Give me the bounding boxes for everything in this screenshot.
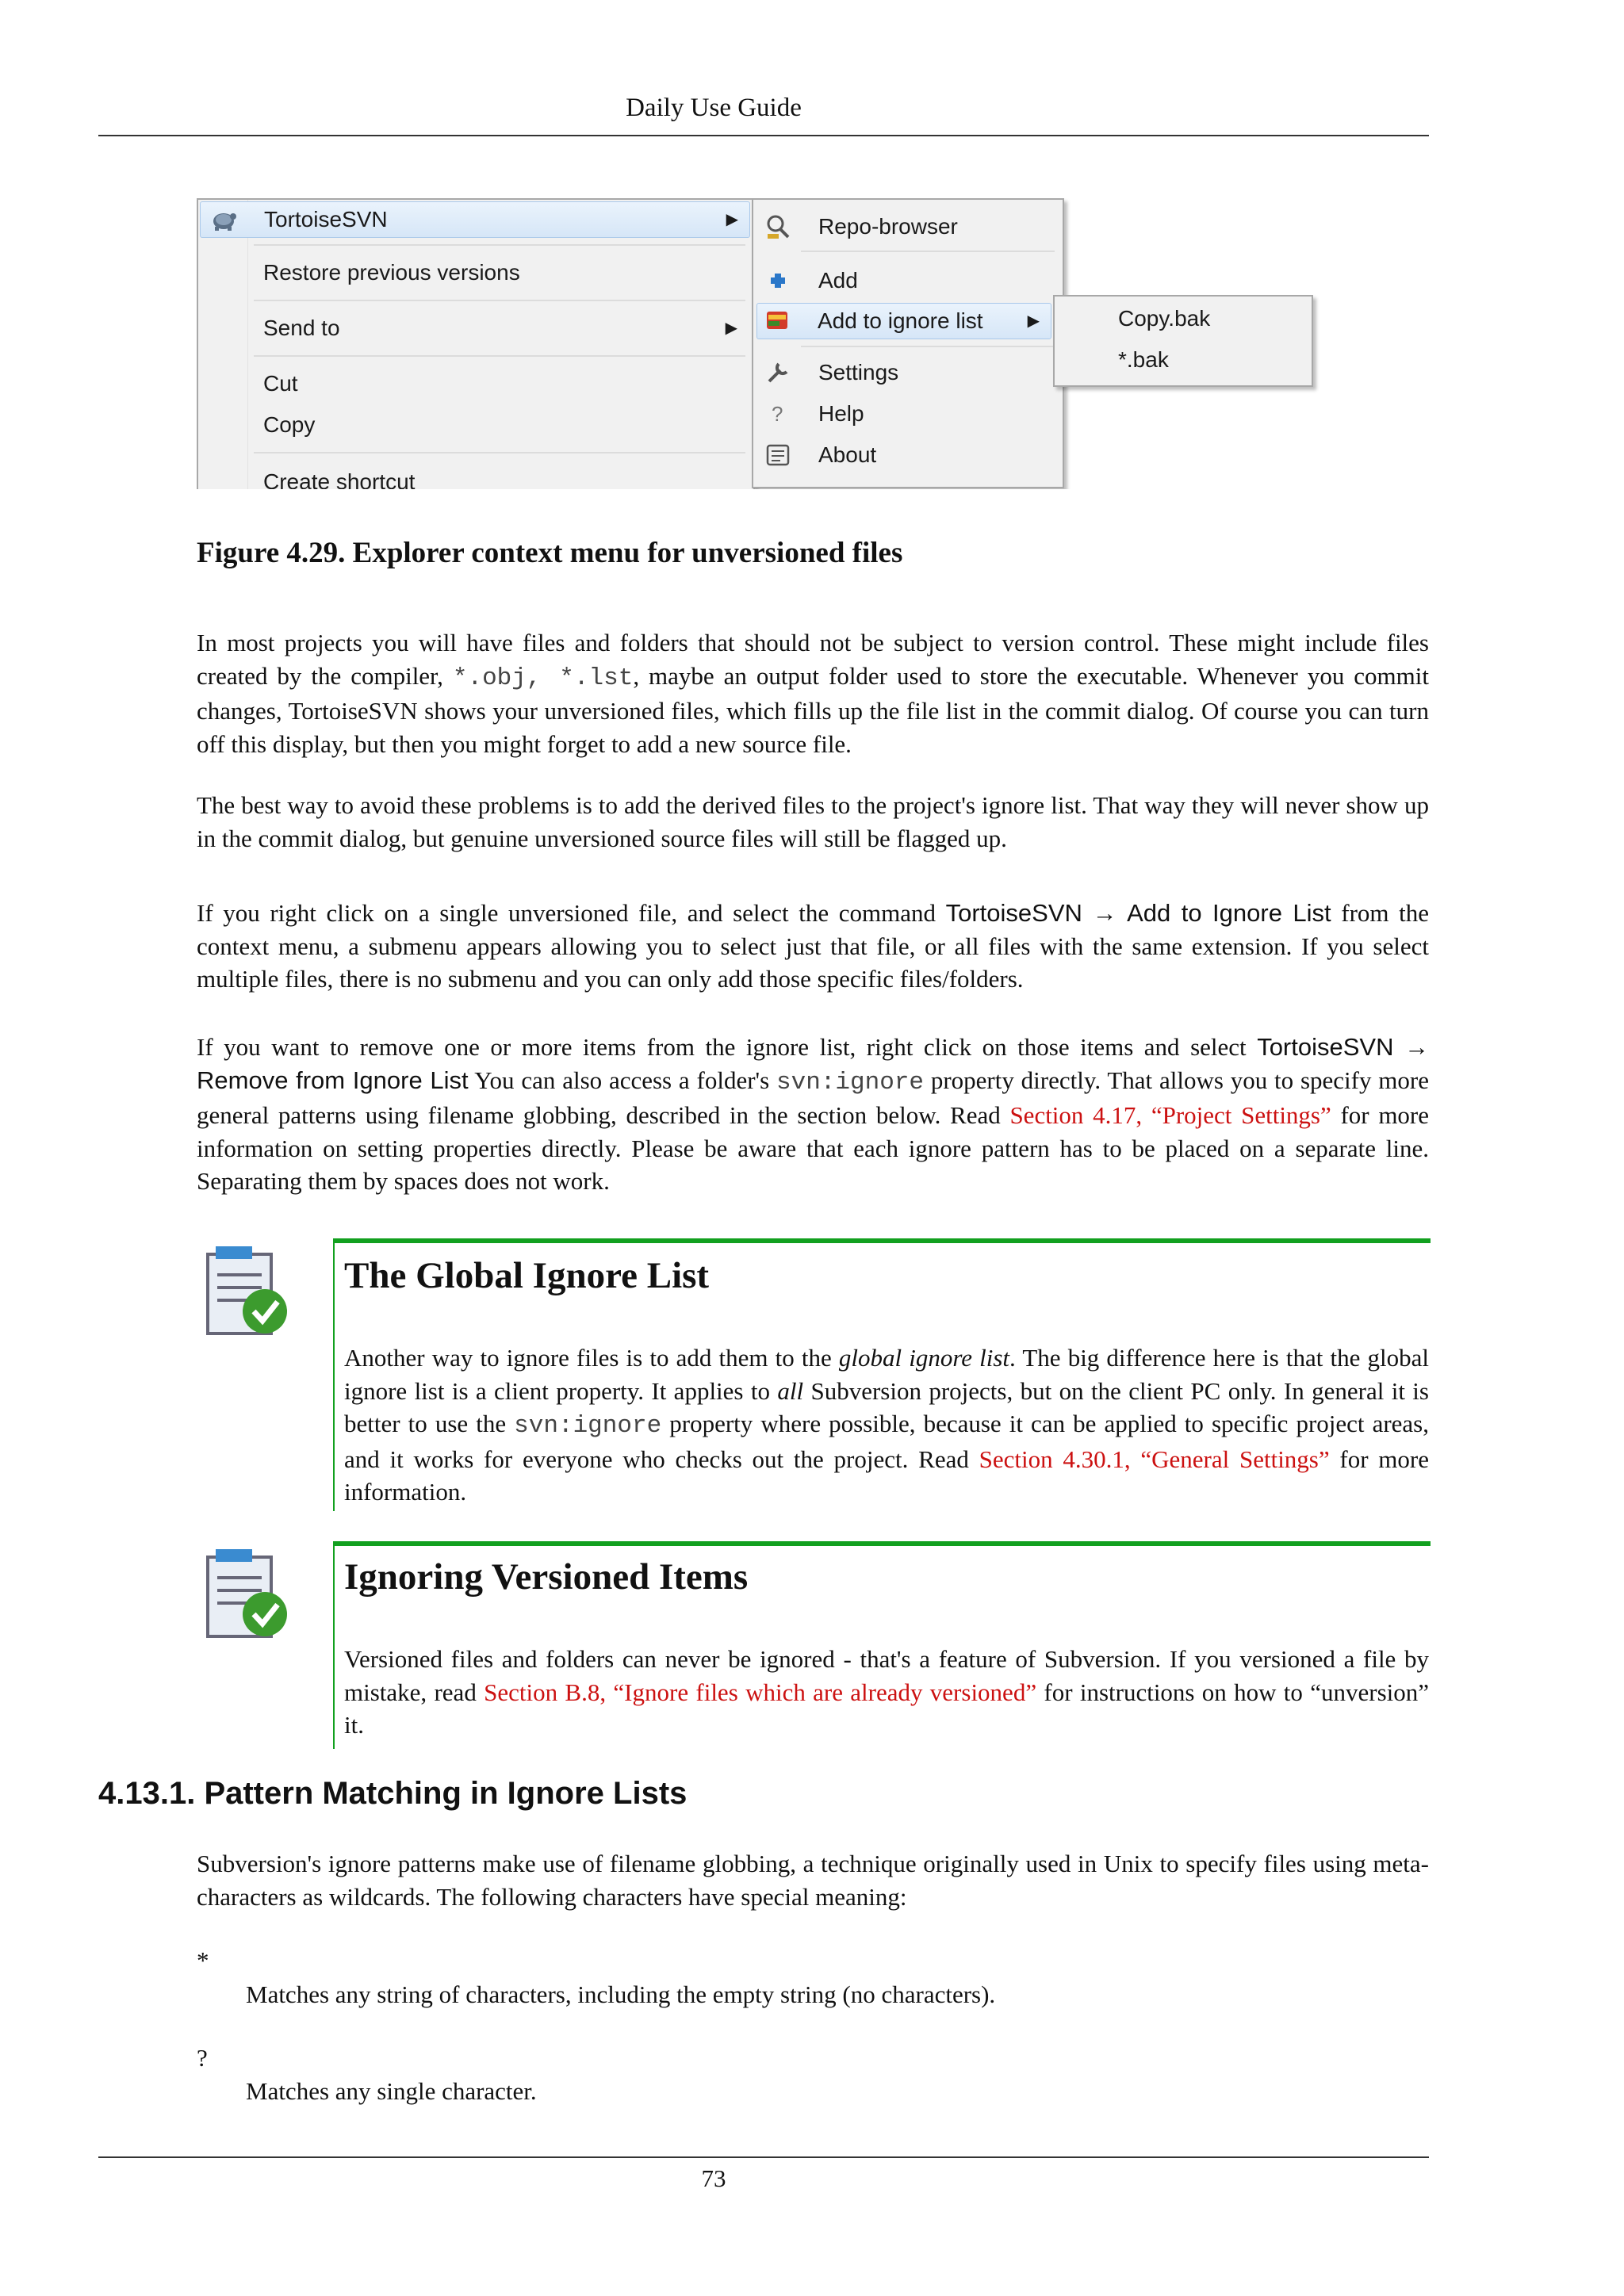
note-title: The Global Ignore List (344, 1255, 710, 1296)
arrow-icon: → (1092, 899, 1117, 927)
text: property directly. That allows you to specify more general patterns using filename globbing, described in the section below. Read (197, 1066, 1429, 1129)
menu-item-add[interactable] (756, 263, 1058, 298)
code-svn-ignore: svn:ignore (776, 1068, 925, 1096)
text: , maybe an output folder used to store the executable. Whenever you commit changes, TortoiseSVN shows your unversioned files, which fills up the file list in the commit dialog. Of course you can turn off this display, but then you might forget to add a new source file. (197, 661, 1429, 758)
menu-item-label: Cut (263, 371, 298, 396)
note-text (344, 1341, 1429, 1509)
menu-command: TortoiseSVN (1257, 1033, 1394, 1061)
text: for more information. (344, 1445, 1430, 1506)
menu-item-label: About (818, 442, 877, 467)
text: property where possible, because it can be applied to specific project areas, and it works for everyone who checks out the project. Read (344, 1410, 1429, 1473)
submenu-arrow-icon: ▶ (1027, 312, 1040, 330)
ignore-submenu (1053, 295, 1313, 387)
glob-term: ? (197, 2044, 208, 2072)
tortoisesvn-submenu (752, 198, 1064, 488)
note-checklist-icon (200, 1546, 293, 1643)
menu-item-help[interactable] (756, 396, 1058, 431)
svg-text:?: ? (772, 402, 783, 426)
text: . The big difference here is that the global ignore list is a client property. It applies to (344, 1344, 1430, 1405)
header-rule (98, 135, 1429, 136)
menu-item-star-bak[interactable] (1058, 342, 1304, 377)
running-header: Daily Use Guide (626, 94, 802, 122)
section-intro: Subversion's ignore patterns make use of filename globbing, a technique originally used in Unix to specify files using meta-characters as wildcards. The following characters have special meaning: (197, 1850, 1429, 1911)
note-title: Ignoring Versioned Items (344, 1556, 749, 1598)
page-number: 73 (701, 2164, 726, 2192)
menu-item-label: Settings (818, 360, 899, 385)
settings-icon (764, 359, 791, 386)
menu-separator (254, 355, 745, 357)
menu-command: Add to Ignore List (1127, 899, 1331, 927)
menu-item-label: Repo-browser (818, 214, 958, 239)
menu-item-label: *.bak (1118, 347, 1169, 372)
text: for more information on setting properties directly. Please be aware that each ignore pattern has to be placed on a separate line. Separating them by spaces does not work. (197, 1101, 1430, 1195)
explorer-context-menu (197, 198, 755, 489)
menu-separator (801, 251, 1055, 252)
link-project-settings[interactable]: Section 4.17, “Project Settings” (1009, 1101, 1331, 1129)
menu-item-create-shortcut[interactable] (200, 465, 749, 489)
paragraph-ignore-list: The best way to avoid these problems is to add the derived files to the project's ignore list. That way they will never show up in the commit dialog, but genuine unversioned source files will still be flagged up. (197, 791, 1429, 852)
menu-item-label: Help (818, 401, 864, 426)
footer-rule (98, 2156, 1429, 2158)
menu-item-repo-browser[interactable] (756, 209, 1058, 244)
menu-separator (254, 300, 745, 301)
menu-item-send-to[interactable] (200, 311, 749, 346)
help-icon (764, 400, 791, 427)
about-icon (764, 442, 791, 469)
menu-item-label: TortoiseSVN (264, 207, 388, 232)
emphasis: all (777, 1376, 804, 1405)
code-file-patterns: *.obj, *.lst (452, 664, 634, 692)
text: If you want to remove one or more items from the ignore list, right click on those items and select (197, 1033, 1258, 1061)
note-checklist-icon (200, 1243, 293, 1340)
link-ignore-versioned[interactable]: Section B.8, “Ignore files which are already versioned” (484, 1678, 1037, 1706)
menu-item-label: Copy.bak (1118, 306, 1211, 331)
menu-separator (254, 244, 745, 246)
note-text (344, 1643, 1429, 1742)
arrow-icon: → (1404, 1033, 1430, 1061)
glob-definition: Matches any single character. (246, 2077, 537, 2105)
menu-item-copy[interactable] (200, 408, 749, 442)
text: You can also access a folder's (468, 1066, 776, 1094)
menu-item-cut[interactable] (200, 366, 749, 401)
text: Another way to ignore files is to add them to the (344, 1344, 839, 1372)
emphasis: global ignore list (838, 1344, 1010, 1372)
menu-item-add-to-ignore-list[interactable] (756, 303, 1051, 339)
menu-command: TortoiseSVN (945, 899, 1082, 927)
submenu-arrow-icon: ▶ (725, 320, 737, 337)
context-menu-screenshot (197, 198, 1321, 489)
menu-command: Remove from Ignore List (197, 1066, 469, 1094)
menu-item-label: Add (818, 268, 858, 293)
menu-item-label: Copy (263, 412, 316, 437)
paragraph-remove-from-ignore (197, 1031, 1429, 1198)
text: Versioned files and folders can never be ignored - that's a feature of Subversion. If you versioned a file by mistake, read (344, 1645, 1429, 1706)
menu-item-tortoisesvn[interactable] (200, 201, 750, 238)
paragraph-unversioned-files (197, 626, 1429, 760)
menu-item-label: Create shortcut (263, 469, 416, 489)
menu-item-label: Add to ignore list (818, 308, 983, 333)
paragraph-add-to-ignore (197, 897, 1429, 996)
text: from the context menu, a submenu appears allowing you to select just that file, or all files with the same extension. If you select multiple files, there is no submenu and you can only add those specific files/folders. (197, 899, 1429, 993)
glob-term: * (197, 1946, 209, 1974)
menu-item-about[interactable] (756, 438, 1058, 473)
ignore-icon (764, 307, 791, 334)
tortoisesvn-icon (210, 205, 237, 232)
text: for instructions on how to “unversion” it. (344, 1678, 1430, 1739)
submenu-arrow-icon: ▶ (726, 211, 738, 228)
text: In most projects you will have files and folders that should not be subject to version control. These might include files created by the compiler, (197, 629, 1429, 690)
repo-browser-icon (764, 213, 791, 240)
text: If you right click on a single unversioned file, and select the command (197, 899, 946, 927)
menu-item-settings[interactable] (756, 355, 1058, 390)
menu-separator (254, 452, 745, 453)
link-general-settings[interactable]: Section 4.30.1, “General Settings” (979, 1445, 1330, 1473)
menu-item-label: Restore previous versions (263, 260, 520, 285)
add-icon (764, 267, 791, 294)
menu-item-restore[interactable] (200, 255, 749, 290)
section-title: 4.13.1. Pattern Matching in Ignore Lists (98, 1776, 688, 1811)
code-svn-ignore: svn:ignore (514, 1412, 662, 1440)
menu-item-copy-bak[interactable] (1058, 301, 1304, 336)
text: Subversion projects, but on the client PC only. In general it is better to use the (344, 1376, 1429, 1437)
glob-definition: Matches any string of characters, including the empty string (no characters). (246, 1980, 996, 2008)
figure-caption: Figure 4.29. Explorer context menu for unversioned files (197, 537, 903, 569)
menu-separator (801, 346, 1055, 347)
menu-item-label: Send to (263, 316, 340, 340)
